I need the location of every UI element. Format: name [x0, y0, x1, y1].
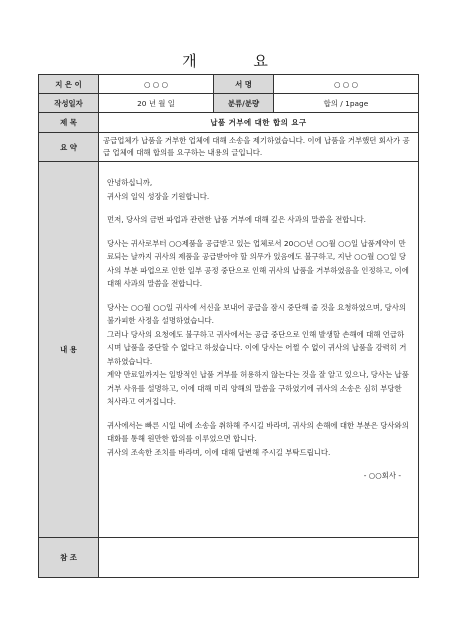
- date-label: 작성일자: [39, 94, 99, 113]
- paragraph-contract: 당사는 귀사로부터 ○○제품을 공급받고 있는 업체로서 20○○년 ○○월 ○○일 납품계약이 만료되는 날까지 귀사의 제품을 공급받아야 할 의무가 있음에도 불구하고, 지난 ○○월 ○○일 당사의 부분 파업으로 인한 일부 공정 중단으로 인해 귀사의 납품을 거부하였음을 인정하고, 이에 대해 사과의 말씀을 전합니다.: [107, 238, 409, 288]
- author-label: 지 은 이: [39, 75, 99, 94]
- paragraph-lawsuit: 계약 만료일까지는 일방적인 납품 거부를 허용하지 않는다는 것을 잘 알고 있으나, 당사는 납품 거부 사유를 설명하고, 이에 대해 미리 양해의 말씀을 구하였기에 귀사의 소송은 심히 부당한 처사라고 여겨집니다.: [107, 370, 409, 406]
- company-signature: - ○○회사 -: [363, 471, 401, 480]
- paragraph-withdraw: 귀사에서는 빠른 시일 내에 소송을 취하해 주시길 바라며, 귀사의 손해에 대한 부분은 당사와의 대화를 통해 원만한 합의를 이루었으면 합니다.: [107, 420, 409, 443]
- content-label: 내 용: [39, 162, 99, 538]
- date-row: [39, 94, 419, 113]
- content-body[interactable]: [99, 162, 419, 538]
- signature-value[interactable]: ○ ○ ○: [274, 75, 419, 94]
- paragraph-request: 당사는 ○○월 ○○일 귀사에 서신을 보내어 공급을 잠시 중단해 줄 것을 요청하였으며, 당사의 불가피한 사정을 설명하였습니다.: [107, 302, 407, 325]
- author-value[interactable]: ○ ○ ○: [99, 75, 214, 94]
- summary-row: [39, 133, 419, 162]
- author-row: [39, 75, 419, 94]
- paragraph-closing: 귀사의 조속한 조치를 바라며, 이에 대해 답변해 주시길 부탁드립니다.: [107, 447, 331, 457]
- summary-label: 요 약: [39, 133, 99, 162]
- overview-form-table: [38, 74, 419, 578]
- document-title: 개 요: [182, 52, 294, 70]
- paragraph-refusal: 그러나 당사의 요청에도 불구하고 귀사에서는 공급 중단으로 인해 발생할 손해에 대해 언급하시며 납품을 중단할 수 없다고 하셨습니다. 이에 당사는 어쩔 수 없이 귀사의 납품을 강력히 거부하였습니다.: [107, 329, 407, 366]
- reference-row: [39, 538, 419, 578]
- paragraph-apology: 먼저, 당사의 금번 파업과 관련한 납품 거부에 대해 깊은 사과의 말씀을 전합니다.: [107, 215, 367, 224]
- greeting-line-1: 안녕하십니까,: [107, 178, 153, 187]
- summary-value[interactable]: 공급업체가 납품을 거부한 업체에 대해 소송을 제기하였습니다. 이에 납품을 거부했던 회사가 공급 업체에 대해 합의를 요구하는 내용의 글입니다.: [99, 133, 419, 162]
- reference-value[interactable]: [99, 538, 419, 578]
- subject-value[interactable]: 납품 거부에 대한 합의 요구: [99, 113, 419, 133]
- category-label: 분류/분량: [214, 94, 274, 113]
- category-value[interactable]: 합의 / 1page: [274, 94, 419, 113]
- subject-label: 제 목: [39, 113, 99, 133]
- content-row: [39, 162, 419, 538]
- date-value[interactable]: 20 년 월 일: [99, 94, 214, 113]
- signature-label: 서 명: [214, 75, 274, 94]
- greeting-line-2: 귀사의 일익 성장을 기원합니다.: [107, 191, 210, 201]
- reference-label: 참 조: [39, 538, 99, 578]
- subject-row: [39, 113, 419, 133]
